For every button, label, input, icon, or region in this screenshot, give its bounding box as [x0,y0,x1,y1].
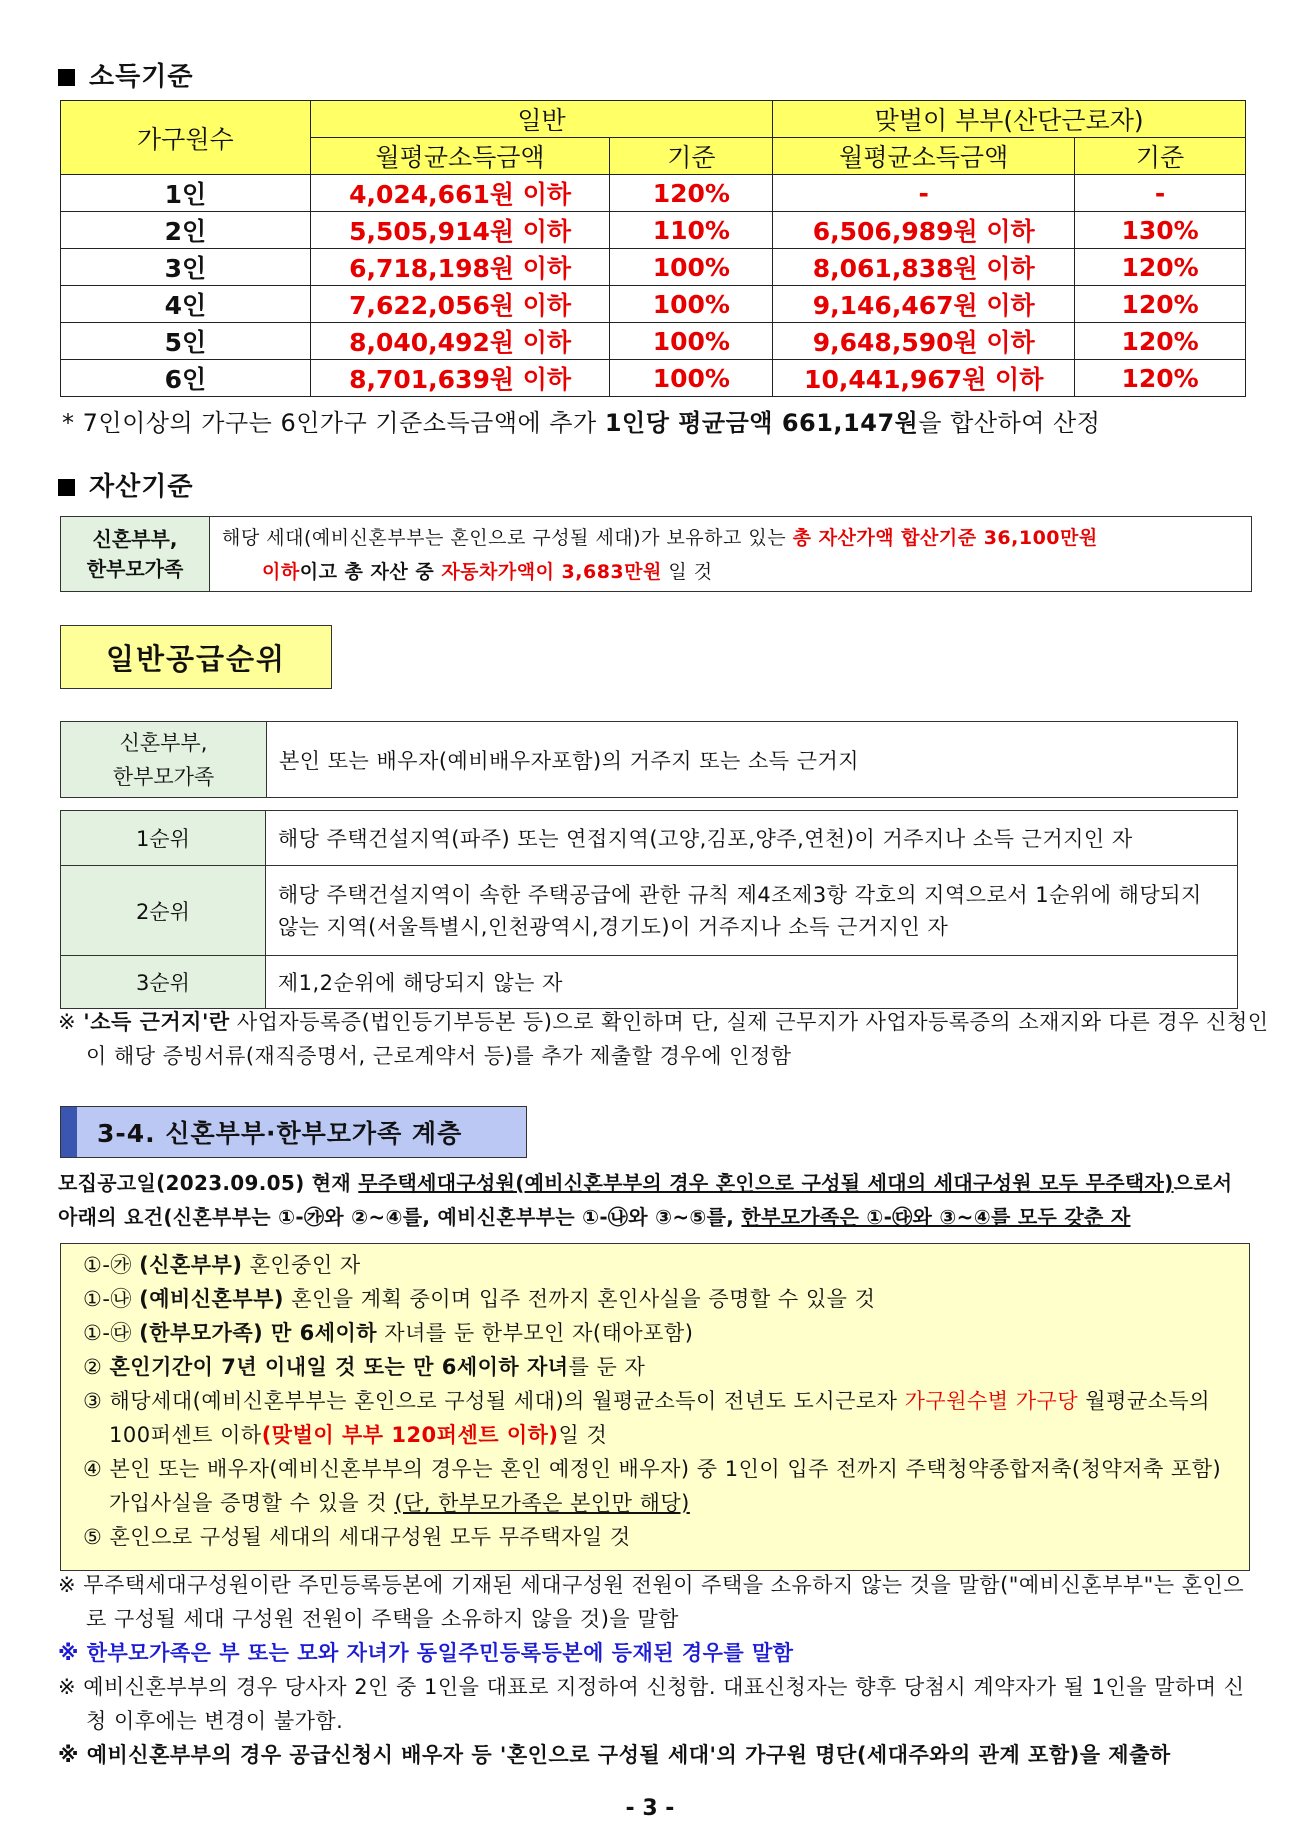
section-3-4-title: 3-4. 신혼부부·한부모가족 계층 [97,1119,463,1148]
priority-target-text: 본인 또는 배우자(예비배우자포함)의 거주지 또는 소득 근거지 [279,748,860,773]
list-item: ①-㉰ (한부모가족) 만 6세이하 자녀를 둔 한부모인 자(태아포함) [83,1321,694,1345]
note-representative: ※ 예비신혼부부의 경우 당사자 2인 중 1인을 대표로 지정하여 신청함. 대표신청자는 향후 당첨시 계약자가 될 1인을 말하며 신청 이후에는 변경이 불가함. [58,1675,1245,1733]
table-row: 4인 7,622,056원 이하 100% 9,146,467원 이하 120% [61,286,1246,323]
square-bullet-icon [58,69,75,86]
list-item: ② 혼인기간이 7년 이내일 것 또는 만 6세이하 자녀를 둔 자 [83,1355,646,1379]
section-3-4-intro: 모집공고일(2023.09.05) 현재 무주택세대구성원(예비신혼부부의 경우 혼인으로 구성될 세대의 세대구성원 모두 무주택자)으로서 아래의 요건(신혼부부는 ①-㉮와 ②~④를, 예비신혼부부는 ①-㉯와 ③~⑤를, 한부모가족은 ①-㉰와 ③~④를 모두 갖춘 자 [58,1171,1233,1229]
priority-rank-table [60,810,1238,1009]
section-3-4-notes [58,1568,1254,1772]
note-single-parent: ※ 한부모가족은 부 또는 모와 자녀가 동일주민등록등본에 등재된 경우를 말함 [58,1641,794,1665]
priority-target-box [60,721,1238,798]
requirements-box [60,1243,1250,1571]
header-dual-income: 맞벌이 부부(산단근로자) [773,101,1246,138]
header-general: 일반 [310,101,773,138]
list-item: ③ 해당세대(예비신혼부부는 혼인으로 구성될 세대)의 월평균소득이 전년도 도시근로자 가구원수별 가구당 월평균소득의 100퍼센트 이하(맞벌이 부부 120퍼센트 이하)일 것 [83,1389,1211,1447]
requirements-list [83,1248,1233,1554]
header-general-standard: 기준 [610,138,773,175]
section-3-4-header [60,1106,527,1158]
list-item: ①-㉮ (신혼부부) 혼인중인 자 [83,1253,361,1277]
header-dual-monthly: 월평균소득금액 [773,138,1075,175]
asset-text: 해당 세대(예비신혼부부는 혼인으로 구성될 세대)가 보유하고 있는 총 자산가액 합산기준 36,100만원 이하이고 총 자산 중 자동차가액이 3,683만원 일 것 [222,527,1098,583]
asset-box [60,516,1252,592]
priority-target-label: 신혼부부, 한부모가족 [61,722,267,797]
header-household: 가구원수 [61,101,311,175]
list-item: ①-㉯ (예비신혼부부) 혼인을 계획 중이며 입주 전까지 혼인사실을 증명할 수 있을 것 [83,1287,876,1311]
table-row: 5인 8,040,492원 이하 100% 9,648,590원 이하 120% [61,323,1246,360]
table-row: 1순위 해당 주택건설지역(파주) 또는 연접지역(고양,김포,양주,연천)이 거주지나 소득 근거지인 자 [61,811,1238,866]
table-row: 2인 5,505,914원 이하 110% 6,506,989원 이하 130% [61,212,1246,249]
table-row: 6인 8,701,639원 이하 100% 10,441,967원 이하 120% [61,360,1246,397]
asset-section-title: 자산기준 [58,466,193,503]
asset-label: 신혼부부, 한부모가족 [61,517,210,591]
table-row: 3인 6,718,198원 이하 100% 8,061,838원 이하 120% [61,249,1246,286]
income-section-title: 소득기준 [58,56,193,93]
page-number: - 3 - [625,1796,675,1821]
header-general-monthly: 월평균소득금액 [310,138,610,175]
income-note: * 7인이상의 가구는 6인가구 기준소득금액에 추가 1인당 평균금액 661,147원을 합산하여 산정 [62,409,1101,437]
list-item: ④ 본인 또는 배우자(예비신혼부부의 경우는 혼인 예정인 배우자) 중 1인이 입주 전까지 주택청약종합저축(청약저축 포함) 가입사실을 증명할 수 있을 것 (단, 한부모가족은 본인만 해당) [83,1457,1222,1515]
square-bullet-icon [58,479,75,496]
section-accent-bar [61,1107,77,1157]
table-row: 3순위 제1,2순위에 해당되지 않는 자 [61,956,1238,1009]
note-homeless: ※ 무주택세대구성원이란 주민등록등본에 기재된 세대구성원 전원이 주택을 소유하지 않는 것을 말함("예비신혼부부"는 혼인으로 구성될 세대 구성원 전원이 주택을 소유하지 않을 것)을 말함 [58,1573,1245,1631]
table-row: 1인 4,024,661원 이하 120% - - [61,175,1246,212]
priority-title: 일반공급순위 [60,625,332,689]
income-table [60,100,1246,397]
header-dual-standard: 기준 [1075,138,1246,175]
table-row: 2순위 해당 주택건설지역이 속한 주택공급에 관한 규칙 제4조제3항 각호의 지역으로서 1순위에 해당되지 않는 지역(서울특별시,인천광역시,경기도)이 거주지나 소득 근거지인 자 [61,866,1238,956]
list-item: ⑤ 혼인으로 구성될 세대의 세대구성원 모두 무주택자일 것 [83,1525,631,1549]
priority-note: ※ '소득 근거지'란 사업자등록증(법인등기부등본 등)으로 확인하며 단, 실제 근무지가 사업자등록증의 소재지와 다른 경우 신청인이 해당 증빙서류(재직증명서, 근로계약서 등)를 추가 제출할 경우에 인정함 [58,1010,1269,1068]
note-household-list: ※ 예비신혼부부의 경우 공급신청시 배우자 등 '혼인으로 구성될 세대'의 가구원 명단(세대주와의 관계 포함)을 제출하 [58,1743,1171,1767]
